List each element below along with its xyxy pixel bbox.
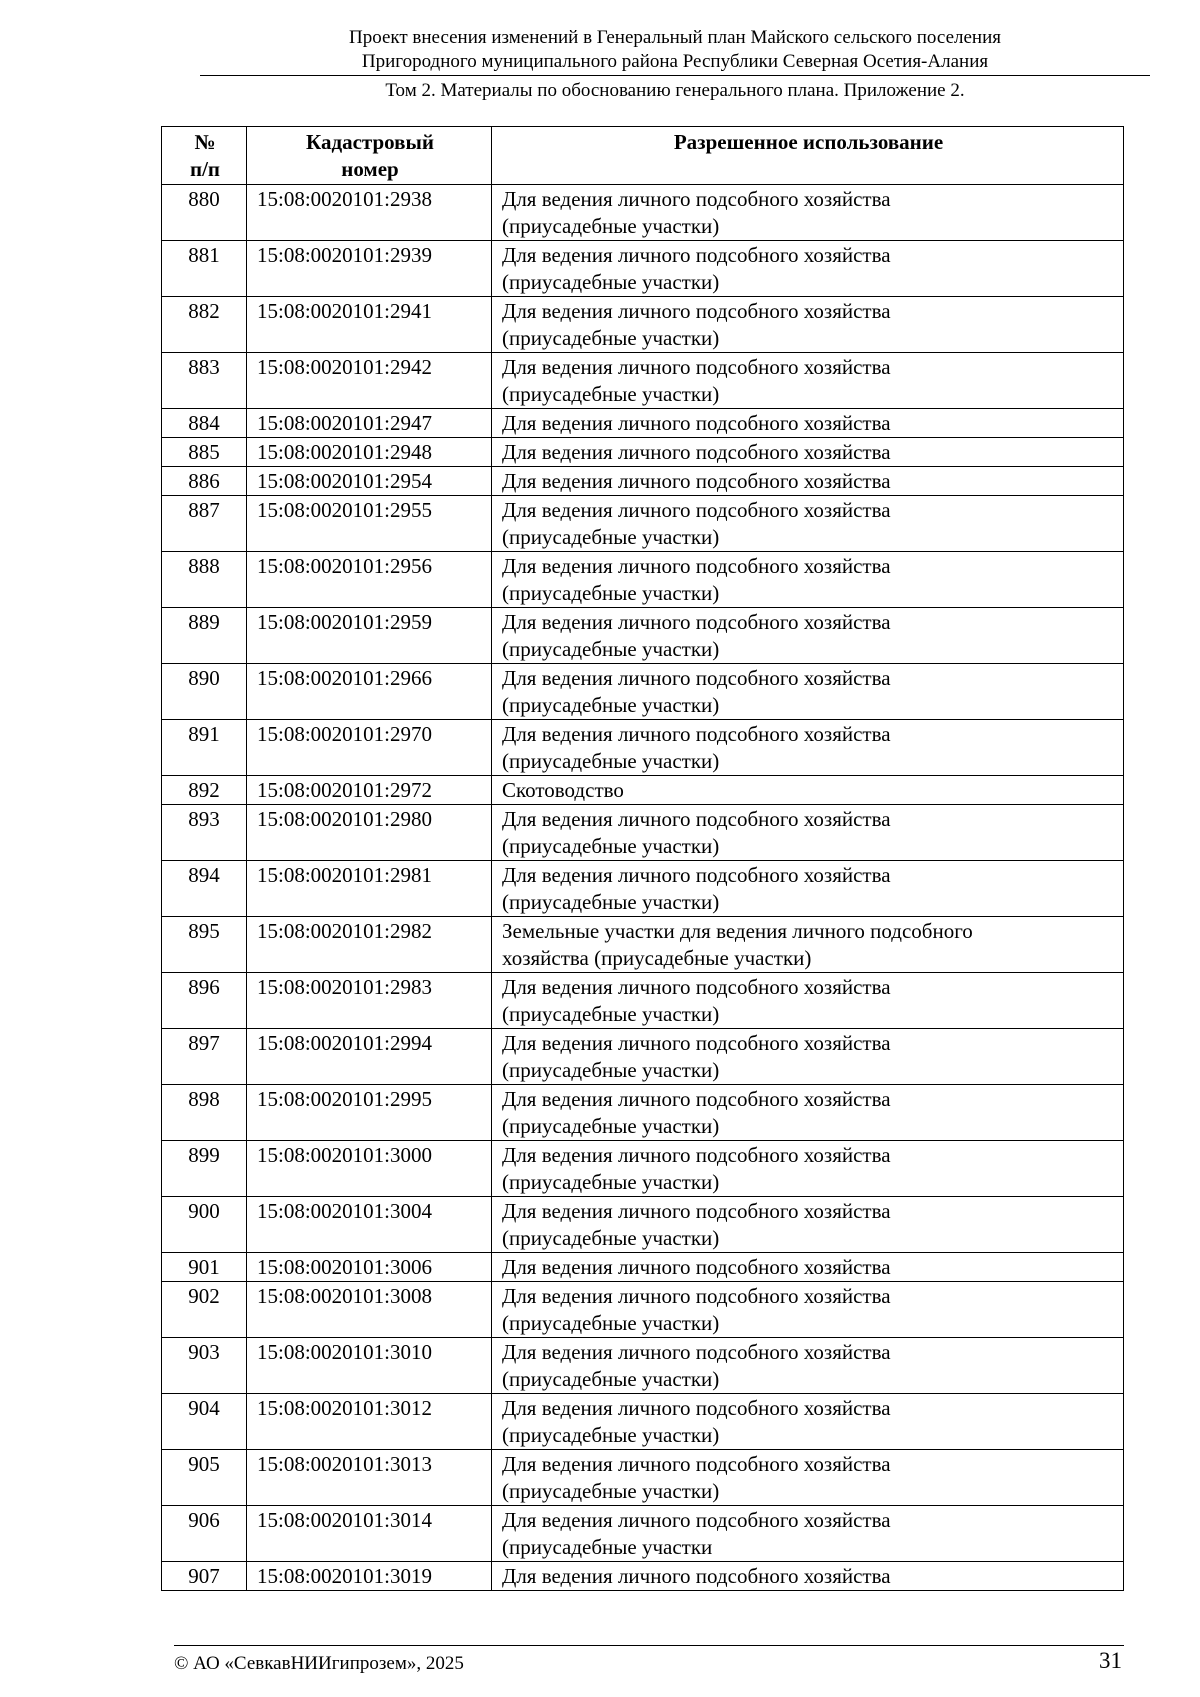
permitted-use-line: Для ведения личного подсобного хозяйства <box>502 1564 891 1588</box>
row-number: 906 <box>162 1506 247 1562</box>
row-number: 891 <box>162 720 247 776</box>
permitted-use-line: Для ведения личного подсобного хозяйства <box>502 1452 891 1476</box>
cadastral-number: 15:08:0020101:3012 <box>247 1394 492 1450</box>
cadastral-number: 15:08:0020101:2955 <box>247 496 492 552</box>
table-row <box>162 467 1124 496</box>
row-number: 899 <box>162 1141 247 1197</box>
permitted-use <box>492 438 1124 467</box>
row-number: 901 <box>162 1253 247 1282</box>
permitted-use-line: (приусадебные участки) <box>502 834 720 858</box>
permitted-use-line: Для ведения личного подсобного хозяйства <box>502 975 891 999</box>
row-number: 904 <box>162 1394 247 1450</box>
permitted-use-line: (приусадебные участки) <box>502 693 720 717</box>
cadastral-number: 15:08:0020101:2939 <box>247 241 492 297</box>
row-number: 881 <box>162 241 247 297</box>
row-number: 894 <box>162 861 247 917</box>
cadastral-number: 15:08:0020101:3008 <box>247 1282 492 1338</box>
permitted-use-line: Для ведения личного подсобного хозяйства <box>502 1508 891 1532</box>
row-number: 900 <box>162 1197 247 1253</box>
header-title-line1: Проект внесения изменений в Генеральный план Майского сельского поселения <box>348 27 1001 48</box>
permitted-use-line: (приусадебные участки) <box>502 637 720 661</box>
cadastral-number: 15:08:0020101:2995 <box>247 1085 492 1141</box>
permitted-use <box>492 720 1124 776</box>
cadastral-number: 15:08:0020101:3000 <box>247 1141 492 1197</box>
table-row <box>162 552 1124 608</box>
table-row <box>162 1085 1124 1141</box>
table-row <box>162 776 1124 805</box>
cadastral-number: 15:08:0020101:2983 <box>247 973 492 1029</box>
table-row <box>162 1394 1124 1450</box>
permitted-use-line: Скотоводство <box>502 778 624 802</box>
row-number: 896 <box>162 973 247 1029</box>
permitted-use-line: Для ведения личного подсобного хозяйства <box>502 1396 891 1420</box>
header-title-line2: Пригородного муниципального района Республики Северная Осетия-Алания <box>361 51 989 72</box>
permitted-use-line: Для ведения личного подсобного хозяйства <box>502 299 891 323</box>
table-header-row <box>162 127 1124 185</box>
permitted-use-line: Для ведения личного подсобного хозяйства <box>502 1143 891 1167</box>
permitted-use-line: (приусадебные участки) <box>502 1367 720 1391</box>
cadastral-number: 15:08:0020101:2982 <box>247 917 492 973</box>
cadastral-table <box>161 126 1124 1591</box>
permitted-use-line: Для ведения личного подсобного хозяйства <box>502 411 891 435</box>
header-subtitle: Том 2. Материалы по обоснованию генерального плана. Приложение 2. <box>385 80 965 101</box>
cadastral-number: 15:08:0020101:3013 <box>247 1450 492 1506</box>
permitted-use-line: Земельные участки для ведения личного подсобного <box>502 919 973 943</box>
cadastral-number: 15:08:0020101:3010 <box>247 1338 492 1394</box>
permitted-use-line: (приусадебные участки) <box>502 214 720 238</box>
permitted-use-line: (приусадебные участки) <box>502 749 720 773</box>
permitted-use <box>492 1253 1124 1282</box>
permitted-use-line: Для ведения личного подсобного хозяйства <box>502 666 891 690</box>
permitted-use-line: (приусадебные участки) <box>502 382 720 406</box>
permitted-use-line: (приусадебные участки) <box>502 581 720 605</box>
row-number: 883 <box>162 353 247 409</box>
table-row <box>162 1338 1124 1394</box>
row-number: 907 <box>162 1562 247 1591</box>
permitted-use-line: Для ведения личного подсобного хозяйства <box>502 1340 891 1364</box>
permitted-use-line: Для ведения личного подсобного хозяйства <box>502 469 891 493</box>
permitted-use <box>492 409 1124 438</box>
header-num <box>162 127 247 185</box>
row-number: 902 <box>162 1282 247 1338</box>
table-row <box>162 720 1124 776</box>
permitted-use-line: хозяйства (приусадебные участки) <box>502 946 812 970</box>
permitted-use-line: (приусадебные участки) <box>502 1170 720 1194</box>
permitted-use-line: (приусадебные участки) <box>502 1311 720 1335</box>
table-row <box>162 664 1124 720</box>
cadastral-number: 15:08:0020101:2941 <box>247 297 492 353</box>
cadastral-number: 15:08:0020101:2970 <box>247 720 492 776</box>
permitted-use-line: Для ведения личного подсобного хозяйства <box>502 498 891 522</box>
header-kad <box>247 127 492 185</box>
row-number: 880 <box>162 185 247 241</box>
permitted-use-line: Для ведения личного подсобного хозяйства <box>502 355 891 379</box>
header-num-line2: п/п <box>189 157 221 181</box>
permitted-use <box>492 917 1124 973</box>
table-row <box>162 1282 1124 1338</box>
cadastral-number: 15:08:0020101:3014 <box>247 1506 492 1562</box>
permitted-use <box>492 664 1124 720</box>
header-divider <box>200 75 1150 76</box>
header-use: Разрешенное использование <box>492 127 1124 185</box>
table-row <box>162 1450 1124 1506</box>
cadastral-number: 15:08:0020101:2948 <box>247 438 492 467</box>
cadastral-number: 15:08:0020101:2966 <box>247 664 492 720</box>
row-number: 889 <box>162 608 247 664</box>
permitted-use-line: Для ведения личного подсобного хозяйства <box>502 1199 891 1223</box>
table-row <box>162 805 1124 861</box>
table-row <box>162 185 1124 241</box>
row-number: 905 <box>162 1450 247 1506</box>
permitted-use-line: Для ведения личного подсобного хозяйства <box>502 187 891 211</box>
table-row <box>162 608 1124 664</box>
footer-copyright: © АО «СевкавНИИгипрозем», 2025 <box>174 1653 464 1674</box>
permitted-use-line: Для ведения личного подсобного хозяйства <box>502 1031 891 1055</box>
permitted-use-line: Для ведения личного подсобного хозяйства <box>502 1255 891 1279</box>
row-number: 890 <box>162 664 247 720</box>
header-num-line1: № <box>194 130 216 154</box>
permitted-use <box>492 241 1124 297</box>
permitted-use-line: Для ведения личного подсобного хозяйства <box>502 1284 891 1308</box>
permitted-use-line: Для ведения личного подсобного хозяйства <box>502 554 891 578</box>
permitted-use <box>492 1085 1124 1141</box>
table-row <box>162 917 1124 973</box>
cadastral-number: 15:08:0020101:2938 <box>247 185 492 241</box>
table-row <box>162 409 1124 438</box>
permitted-use <box>492 1394 1124 1450</box>
permitted-use <box>492 973 1124 1029</box>
permitted-use <box>492 1338 1124 1394</box>
permitted-use-line: (приусадебные участки) <box>502 1058 720 1082</box>
permitted-use-line: (приусадебные участки) <box>502 326 720 350</box>
row-number: 895 <box>162 917 247 973</box>
table-row <box>162 973 1124 1029</box>
permitted-use <box>492 1282 1124 1338</box>
permitted-use <box>492 1506 1124 1562</box>
footer-divider <box>174 1645 1124 1646</box>
cadastral-number: 15:08:0020101:2956 <box>247 552 492 608</box>
permitted-use-line: Для ведения личного подсобного хозяйства <box>502 863 891 887</box>
row-number: 885 <box>162 438 247 467</box>
permitted-use-line: Для ведения личного подсобного хозяйства <box>502 440 891 464</box>
permitted-use-line: (приусадебные участки) <box>502 270 720 294</box>
cadastral-number: 15:08:0020101:2942 <box>247 353 492 409</box>
permitted-use <box>492 805 1124 861</box>
cadastral-number: 15:08:0020101:3019 <box>247 1562 492 1591</box>
permitted-use <box>492 1450 1124 1506</box>
permitted-use <box>492 552 1124 608</box>
cadastral-number: 15:08:0020101:2959 <box>247 608 492 664</box>
permitted-use-line: (приусадебные участки) <box>502 525 720 549</box>
permitted-use <box>492 861 1124 917</box>
permitted-use-line: (приусадебные участки) <box>502 1423 720 1447</box>
permitted-use-line: Для ведения личного подсобного хозяйства <box>502 610 891 634</box>
permitted-use-line: Для ведения личного подсобного хозяйства <box>502 722 891 746</box>
permitted-use <box>492 467 1124 496</box>
row-number: 884 <box>162 409 247 438</box>
row-number: 893 <box>162 805 247 861</box>
row-number: 882 <box>162 297 247 353</box>
permitted-use-line: Для ведения личного подсобного хозяйства <box>502 243 891 267</box>
row-number: 903 <box>162 1338 247 1394</box>
cadastral-number: 15:08:0020101:2954 <box>247 467 492 496</box>
table-row <box>162 1029 1124 1085</box>
page-number: 31 <box>1099 1648 1122 1673</box>
permitted-use <box>492 353 1124 409</box>
cadastral-number: 15:08:0020101:2981 <box>247 861 492 917</box>
row-number: 898 <box>162 1085 247 1141</box>
row-number: 897 <box>162 1029 247 1085</box>
permitted-use <box>492 496 1124 552</box>
permitted-use-line: (приусадебные участки) <box>502 1114 720 1138</box>
permitted-use <box>492 776 1124 805</box>
header-kad-line1: Кадастровый <box>306 130 434 154</box>
permitted-use <box>492 608 1124 664</box>
table-row <box>162 1141 1124 1197</box>
row-number: 887 <box>162 496 247 552</box>
header-kad-line2: номер <box>341 157 399 181</box>
table-row <box>162 1506 1124 1562</box>
permitted-use-line: Для ведения личного подсобного хозяйства <box>502 807 891 831</box>
permitted-use-line: (приусадебные участки) <box>502 1479 720 1503</box>
permitted-use <box>492 1562 1124 1591</box>
cadastral-number: 15:08:0020101:3006 <box>247 1253 492 1282</box>
row-number: 892 <box>162 776 247 805</box>
table-row <box>162 1562 1124 1591</box>
permitted-use-line: (приусадебные участки) <box>502 890 720 914</box>
permitted-use <box>492 1029 1124 1085</box>
cadastral-number: 15:08:0020101:2994 <box>247 1029 492 1085</box>
permitted-use-line: (приусадебные участки <box>502 1535 713 1559</box>
table-row <box>162 241 1124 297</box>
table-row <box>162 297 1124 353</box>
table-row <box>162 353 1124 409</box>
permitted-use-line: Для ведения личного подсобного хозяйства <box>502 1087 891 1111</box>
cadastral-number: 15:08:0020101:2980 <box>247 805 492 861</box>
permitted-use <box>492 297 1124 353</box>
table-row <box>162 496 1124 552</box>
row-number: 888 <box>162 552 247 608</box>
table-row <box>162 861 1124 917</box>
table-row <box>162 1197 1124 1253</box>
row-number: 886 <box>162 467 247 496</box>
cadastral-number: 15:08:0020101:3004 <box>247 1197 492 1253</box>
cadastral-number: 15:08:0020101:2972 <box>247 776 492 805</box>
permitted-use <box>492 185 1124 241</box>
permitted-use-line: (приусадебные участки) <box>502 1226 720 1250</box>
permitted-use <box>492 1141 1124 1197</box>
table-row <box>162 438 1124 467</box>
cadastral-number: 15:08:0020101:2947 <box>247 409 492 438</box>
permitted-use <box>492 1197 1124 1253</box>
table-row <box>162 1253 1124 1282</box>
permitted-use-line: (приусадебные участки) <box>502 1002 720 1026</box>
